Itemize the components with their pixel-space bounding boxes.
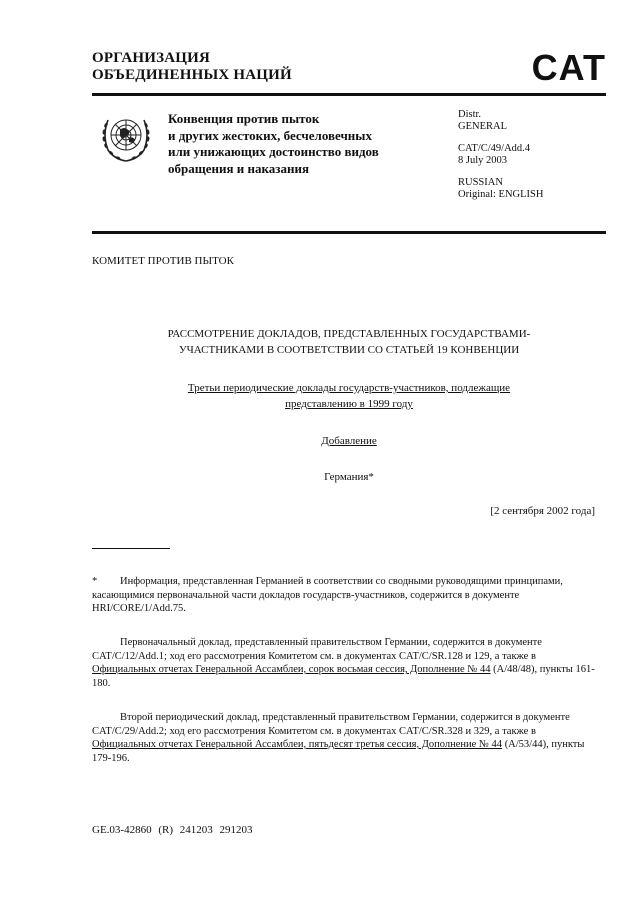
convention-line-3: или унижающих достоинство видов <box>168 144 379 159</box>
document-metadata <box>458 109 543 201</box>
addendum-heading <box>92 433 606 449</box>
report-title <box>92 326 606 358</box>
convention-line-4: обращения и наказания <box>168 160 310 176</box>
convention-line-1: Конвенция против пыток <box>168 111 320 126</box>
footnote-p2-reference: Официальных отчетах Генеральной Ассамблеи, сорок восьмая сессия, Дополнение № 44 <box>92 664 491 675</box>
convention-title <box>168 111 379 177</box>
distr-label: Distr. <box>458 109 482 120</box>
doc-original: Original: ENGLISH <box>458 189 544 200</box>
org-line-2: ОБЪЕДИНЕННЫХ НАЦИЙ <box>92 67 292 83</box>
footnote-p2-text-a: Первоначальный доклад, представленный правительством Германии, содержится в документе CAT/C/12/Add.1; ход его рассмотрения Комитетом см. в документах CAT/C/SR.128 и 129, а также в <box>92 637 542 662</box>
country-name: Германия* <box>324 471 374 483</box>
footnote-p3-text-a: Второй периодический доклад, представленный правительством Германии, содержится в документе CAT/C/29/Add.2; ход его рассмотрения Комитетом см. в документах CAT/C/SR.328 и 329, а также в <box>92 712 570 737</box>
report-subtitle <box>92 380 606 412</box>
footnote-separator <box>92 548 170 549</box>
footnote-marker: * <box>92 576 98 587</box>
addendum-label: Добавление <box>321 435 377 447</box>
doc-symbol: CAT/C/49/Add.4 <box>458 143 531 154</box>
un-emblem-icon <box>96 108 156 166</box>
convention-line-2: и других жестоких, бесчеловечных <box>168 127 372 143</box>
distr-general: GENERAL <box>458 121 507 132</box>
footnote-paragraph-2 <box>92 636 600 690</box>
doc-language: RUSSIAN <box>458 177 503 188</box>
report-title-line-2: УЧАСТНИКАМИ В СООТВЕТСТВИИ СО СТАТЬЕЙ 19 КОНВЕНЦИИ <box>178 344 520 356</box>
header-bottom-rule <box>92 231 606 234</box>
subtitle-line-2: представлению в 1999 году <box>285 398 413 410</box>
submission-date: [2 сентября 2002 года] <box>490 505 595 517</box>
footnote-p1-text: Информация, представленная Германией в соответствии со сводными руководящими принципами, касающимися первоначальной части докладов государств-участников, содержится в документе HRI/CORE/1/Add.75. <box>92 576 563 614</box>
footnote-p3-text-b: (A/53/44), пункты 179-196. <box>92 739 585 764</box>
organization-name <box>92 50 292 84</box>
subtitle-line-1: Третьи периодические доклады государств-участников, подлежащие <box>187 382 511 394</box>
committee-name: КОМИТЕТ ПРОТИВ ПЫТОК <box>92 255 234 267</box>
footnote-paragraph-1 <box>92 575 600 616</box>
footnote-paragraph-3 <box>92 711 600 765</box>
doc-date: 8 July 2003 <box>458 155 508 166</box>
org-line-1: ОРГАНИЗАЦИЯ <box>92 50 211 66</box>
footnote-p3-reference: Официальных отчетах Генеральной Ассамблеи, пятьдесят третья сессия, Дополнение № 44 <box>92 739 503 750</box>
document-symbol-cat: CAT <box>531 47 606 88</box>
top-rule <box>92 93 606 96</box>
document-job-number: GE.03-42860 (R) 241203 291203 <box>92 824 253 836</box>
report-title-line-1: РАССМОТРЕНИЕ ДОКЛАДОВ, ПРЕДСТАВЛЕННЫХ ГОСУДАРСТВАМИ- <box>167 328 531 340</box>
footnote-p2-text-b: (A/48/48), пункты 161-180. <box>92 664 595 689</box>
